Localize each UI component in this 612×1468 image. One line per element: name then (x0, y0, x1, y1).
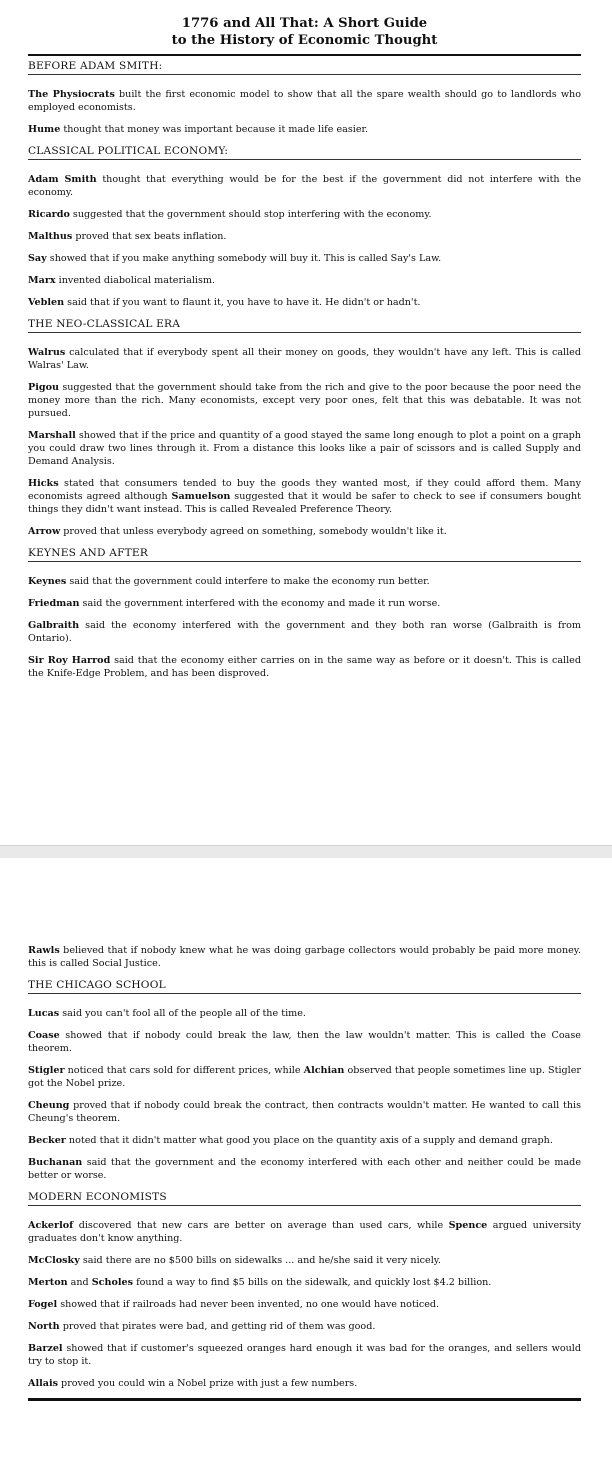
section-heading: KEYNES AND AFTER (28, 547, 149, 559)
entry (28, 525, 581, 538)
entry-text-2: found a way to find $5 bills on the sidewalk, and quickly lost $4.2 billion. (133, 1277, 492, 1288)
entry-text: calculated that if everybody spent all their money on goods, they wouldn't have any left. This is called Walras' Law. (28, 347, 581, 371)
entry-text: believed that if nobody knew what he was doing garbage collectors would probably be paid more money. this is called Social Justice. (28, 945, 581, 969)
entry (28, 230, 581, 243)
entry (28, 381, 581, 420)
entry-text: suggested that the government should stop interfering with the economy. (69, 209, 432, 220)
entry (28, 597, 581, 610)
entry-text: showed that if you make anything somebody will buy it. This is called Say's Law. (46, 253, 442, 264)
economist-name: Hicks (28, 478, 59, 489)
economist-name: Arrow (28, 526, 61, 537)
economist-name: Buchanan (28, 1157, 83, 1168)
entry-text: proved that unless everybody agreed on something, somebody wouldn't like it. (60, 526, 447, 537)
economist-name: The Physiocrats (28, 89, 115, 100)
page-2 (0, 858, 612, 1468)
entry (28, 619, 581, 645)
title-line-1: 1776 and All That: A Short Guide (181, 16, 428, 31)
economist-name: Malthus (28, 231, 73, 242)
entry-text: said that the government and the economy interfered with each other and neither could be made better or worse. (28, 1157, 581, 1181)
entry-text: noticed that cars sold for different prices, while (64, 1065, 304, 1076)
economist-name-2: Spence (448, 1220, 488, 1231)
economist-name: Becker (28, 1135, 66, 1146)
section-rule (28, 1205, 581, 1206)
entry (28, 429, 581, 468)
entry-text: stated that consumers tended to buy the goods they wanted most, if they could afford them. Many economists agreed although (28, 478, 581, 502)
entry-text: and (67, 1277, 92, 1288)
entry (28, 208, 581, 221)
entry-text: proved that pirates were bad, and getting rid of them was good. (59, 1321, 376, 1332)
section-heading: BEFORE ADAM SMITH: (28, 60, 163, 72)
entry-text-2: observed that people sometimes line up. Stigler got the Nobel prize. (28, 1065, 581, 1089)
economist-name-2: Alchian (303, 1065, 345, 1076)
economist-name: Hume (28, 124, 61, 135)
entry (28, 1029, 581, 1055)
entry-text: said that the economy either carries on in the same way as before or it doesn't. This is called the Knife-Edge Problem, and has been disproved. (28, 655, 581, 679)
entry-text: proved that sex beats inflation. (72, 231, 227, 242)
section-rule (28, 74, 581, 75)
economist-name: Pigou (28, 382, 59, 393)
economist-name: Veblen (28, 297, 65, 308)
entry-text: showed that if railroads had never been invented, no one would have noticed. (57, 1299, 440, 1310)
section-rule (28, 993, 581, 994)
entry-text: showed that if the price and quantity of a good stayed the same long enough to plot a point on a graph you could draw two lines through it. From a distance this looks like a pair of scissors and is called Supply and Demand Analysis. (28, 430, 581, 467)
entry-text: said the economy interfered with the government and they both ran worse (Galbraith is from Ontario). (28, 620, 581, 644)
entry (28, 1276, 581, 1289)
entry (28, 1254, 581, 1267)
entry (28, 1342, 581, 1368)
economist-name: McClosky (28, 1255, 80, 1266)
section-rule (28, 332, 581, 333)
entry (28, 1134, 581, 1147)
entry (28, 1377, 581, 1390)
title-line-2: to the History of Economic Thought (171, 33, 438, 48)
section-rule (28, 159, 581, 160)
economist-name: Marx (28, 275, 56, 286)
entry (28, 252, 581, 265)
entry-text: proved that if nobody could break the contract, then contracts wouldn't matter. He wanted to call this Cheung's theorem. (28, 1100, 581, 1124)
page-2-content (28, 944, 581, 1401)
entry-text: showed that if customer's squeezed oranges hard enough it was bad for the oranges, and sellers would try to stop it. (28, 1343, 581, 1367)
economist-name: Cheung (28, 1100, 70, 1111)
economist-name: Walrus (28, 347, 66, 358)
title-rule (28, 54, 581, 56)
entry (28, 1219, 581, 1245)
entry (28, 274, 581, 287)
economist-name: Ricardo (28, 209, 70, 220)
entry-text: thought that everything would be for the best if the government did not interfere with the economy. (28, 174, 581, 198)
economist-name: Adam Smith (28, 174, 97, 185)
entry (28, 88, 581, 114)
economist-name: Coase (28, 1030, 60, 1041)
economist-name: Marshall (28, 430, 76, 441)
section-heading: MODERN ECONOMISTS (28, 1191, 167, 1203)
entry (28, 1099, 581, 1125)
section-rule (28, 561, 581, 562)
entry (28, 1298, 581, 1311)
entry (28, 1320, 581, 1333)
economist-name: Stigler (28, 1065, 65, 1076)
economist-name: Lucas (28, 1008, 60, 1019)
entry (28, 944, 581, 970)
entry (28, 1064, 581, 1090)
entry-text: invented diabolical materialism. (55, 275, 216, 286)
economist-name: Friedman (28, 598, 80, 609)
entry-text: said that if you want to flaunt it, you have to have it. He didn't or hadn't. (64, 297, 421, 308)
entry-text: discovered that new cars are better on average than used cars, while (73, 1220, 449, 1231)
entry-text: suggested that the government should take from the rich and give to the poor because the poor need the money more than the rich. Many economists, except very poor ones, felt that this was debatable. It was not pursued. (28, 382, 581, 419)
document-title (28, 15, 581, 49)
entry-text: said the government interfered with the economy and made it run worse. (79, 598, 441, 609)
entry-text: showed that if nobody could break the law, then the law wouldn't matter. This is called the Coase theorem. (28, 1030, 581, 1054)
economist-name: Barzel (28, 1343, 63, 1354)
entry (28, 575, 581, 588)
entry (28, 1156, 581, 1182)
entry (28, 477, 581, 516)
entry (28, 654, 581, 680)
economist-name: Rawls (28, 945, 60, 956)
closing-rule (28, 1398, 581, 1401)
economist-name: Say (28, 253, 47, 264)
entry (28, 296, 581, 309)
economist-name: Sir Roy Harrod (28, 655, 111, 666)
entry (28, 1007, 581, 1020)
entry-text: thought that money was important because it made life easier. (60, 124, 369, 135)
entry-text: built the first economic model to show that all the spare wealth should go to landlords who employed economists. (28, 89, 581, 113)
entry-text: said you can't fool all of the people all of the time. (59, 1008, 306, 1019)
economist-name: Allais (28, 1378, 58, 1389)
entry-text: said that the government could interfere to make the economy run better. (66, 576, 430, 587)
section-heading: THE NEO-CLASSICAL ERA (28, 318, 181, 330)
entry-text-2: argued university graduates don't know anything. (28, 1220, 582, 1244)
entry (28, 123, 581, 136)
economist-name: Galbraith (28, 620, 80, 631)
entry-text: said there are no $500 bills on sidewalks ... and he/she said it very nicely. (79, 1255, 441, 1266)
entry-text-2: suggested that it would be safer to check to see if consumers bought things they didn't want instead. This is called Revealed Preference Theory. (28, 491, 581, 515)
economist-name: Fogel (28, 1299, 58, 1310)
entry (28, 346, 581, 372)
economist-name-2: Samuelson (171, 491, 231, 502)
economist-name: Keynes (28, 576, 67, 587)
economist-name: Ackerlof (28, 1220, 74, 1231)
page-1-content (28, 15, 581, 680)
section-heading: THE CHICAGO SCHOOL (28, 979, 166, 991)
entry (28, 173, 581, 199)
entry-text: noted that it didn't matter what good you place on the quantity axis of a supply and demand graph. (65, 1135, 553, 1146)
economist-name: North (28, 1321, 60, 1332)
economist-name: Merton (28, 1277, 68, 1288)
economist-name-2: Scholes (91, 1277, 134, 1288)
section-heading: CLASSICAL POLITICAL ECONOMY: (28, 145, 229, 157)
entry-text: proved you could win a Nobel prize with just a few numbers. (58, 1378, 358, 1389)
